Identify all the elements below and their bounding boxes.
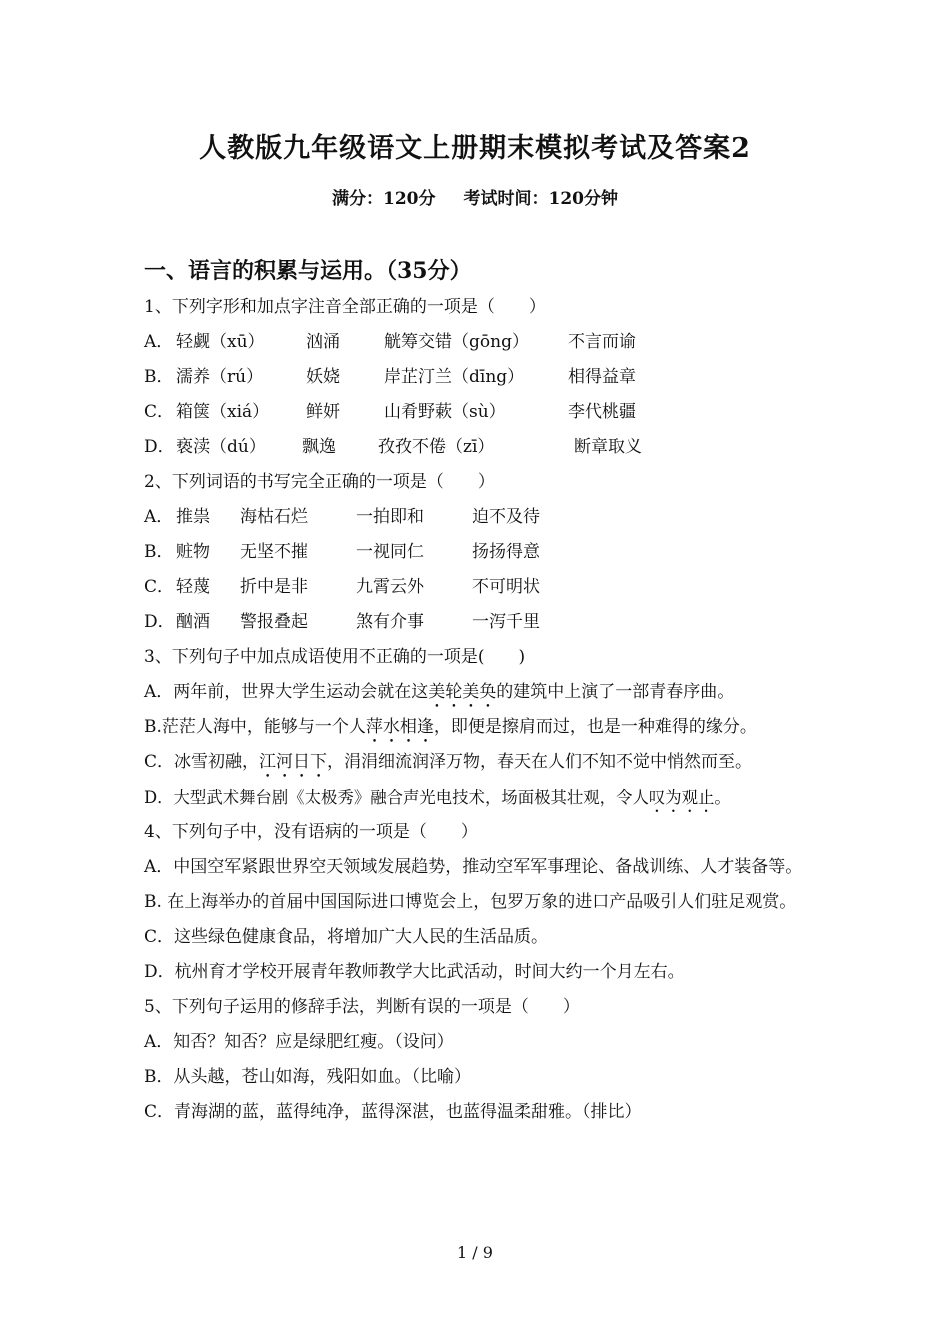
dotted-idiom: 江河日下 [259, 752, 328, 772]
question-2-stem: 2、下列词语的书写完全正确的一项是（ ） [144, 472, 495, 492]
full-score: 满分：120分 [332, 189, 436, 209]
dotted-idiom: 美轮美奂 [428, 682, 497, 702]
question-1-stem: 1、下列字形和加点字注音全部正确的一项是（ ） [144, 297, 546, 317]
questions [144, 290, 814, 1130]
question-4-option-b[interactable]: B. 在上海举办的首届中国国际进口博览会上，包罗万象的进口产品吸引人们驻足观赏。 [144, 892, 797, 912]
question-3-option-d[interactable]: D．大型武术舞台剧《太极秀》融合声光电技术，场面极其壮观，令人叹为观止。 [144, 788, 731, 807]
question-5-option-b[interactable]: B．从头越，苍山如海，残阳如血。（比喻） [144, 1067, 471, 1087]
exam-info [0, 184, 950, 209]
question-1-option-c[interactable]: C． 箱箧（xiá） 鲜妍 山肴野蔌（sù） 李代桃疆 [144, 402, 636, 422]
question-3-stem: 3、下列句子中加点成语使用不正确的一项是( ) [144, 647, 526, 667]
question-2-option-a[interactable]: A． 推祟 海枯石烂 一拍即和 迫不及待 [144, 507, 540, 527]
question-4-option-a[interactable]: A．中国空军紧跟世界空天领域发展趋势，推动空军军事理论、备战训练、人才装备等。 [144, 857, 803, 877]
question-1-option-a[interactable]: A． 轻觑（xū） 汹涌 觥筹交错（gōng） 不言而谕 [144, 332, 636, 352]
question-2-option-c[interactable]: C． 轻蔑 折中是非 九霄云外 不可明状 [144, 577, 540, 597]
question-3-option-a[interactable]: A．两年前，世界大学生运动会就在这美轮美奂的建筑中上演了一部青春序曲。 [144, 682, 735, 702]
question-1-option-d[interactable]: D． 亵渎（dú） 飘逸 孜孜不倦（zī） 断章取义 [144, 437, 642, 457]
question-2-option-b[interactable]: B． 赃物 无坚不摧 一视同仁 扬扬得意 [144, 542, 540, 562]
question-1-option-b[interactable]: B． 濡养（rú） 妖娆 岸芷汀兰（dīng） 相得益章 [144, 367, 636, 387]
section-heading: 一、语言的积累与运用。（35分） [144, 258, 472, 284]
question-3-option-c[interactable]: C．冰雪初融，江河日下，涓涓细流润泽万物，春天在人们不知不觉中悄然而至。 [144, 752, 753, 772]
document-title: 人教版九年级语文上册期末模拟考试及答案2 [199, 133, 751, 164]
page-number: 1 / 9 [457, 1243, 493, 1262]
question-4-option-d[interactable]: D．杭州育才学校开展青年教师教学大比武活动，时间大约一个月左右。 [144, 962, 685, 982]
question-5-option-a[interactable]: A．知否？知否？应是绿肥红瘦。（设问） [144, 1032, 454, 1052]
question-5-option-c[interactable]: C．青海湖的蓝，蓝得纯净，蓝得深湛，也蓝得温柔甜雅。（排比） [144, 1102, 642, 1122]
question-3-option-b[interactable]: B.茫茫人海中，能够与一个人萍水相逢，即便是擦肩而过，也是一种难得的缘分。 [144, 717, 757, 737]
question-2-option-d[interactable]: D． 酗酒 警报叠起 煞有介事 一泻千里 [144, 612, 540, 632]
question-4-option-c[interactable]: C．这些绿色健康食品，将增加广大人民的生活品质。 [144, 927, 549, 947]
dotted-idiom: 萍水相逢 [365, 717, 434, 737]
question-4-stem: 4、下列句子中，没有语病的一项是（ ） [144, 822, 478, 842]
exam-time: 考试时间：120分钟 [463, 189, 618, 209]
dotted-idiom: 叹为观止 [648, 788, 715, 807]
question-5-stem: 5、下列句子运用的修辞手法，判断有误的一项是（ ） [144, 997, 580, 1017]
